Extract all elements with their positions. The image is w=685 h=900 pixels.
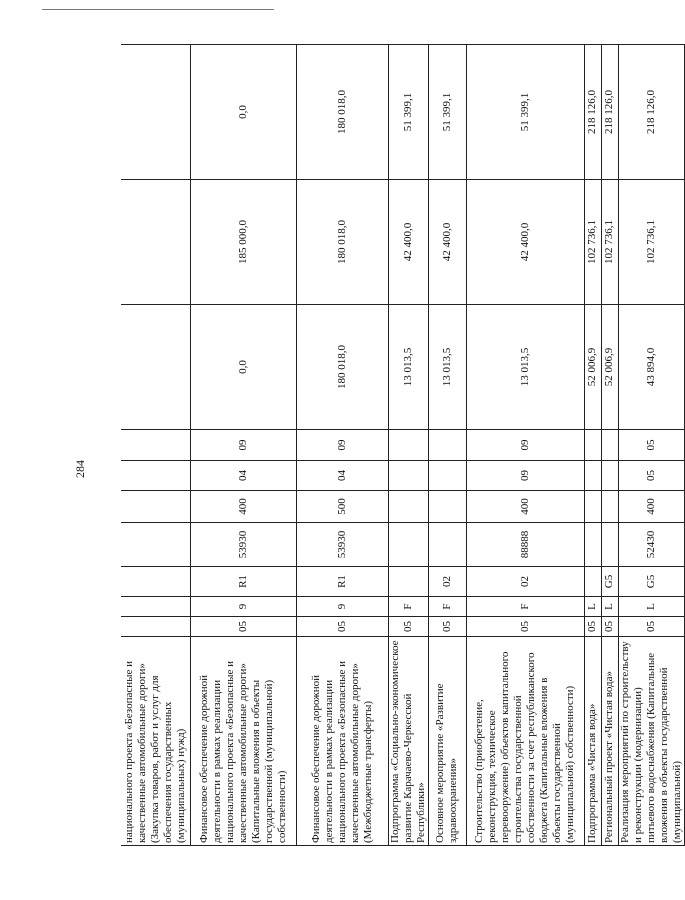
cell-amount: 51 399,1 <box>466 45 584 180</box>
cell-code: 05 <box>388 617 428 637</box>
row-name: Финансовое обеспечение дорожной деятельности в рамках реализации национального проекта «Безопасные и качественные автомобильные дороги» (Межбюджетные трансферты) <box>296 637 388 846</box>
table-row <box>466 45 584 846</box>
table-row <box>121 45 190 846</box>
cell-code <box>388 523 428 567</box>
cell-code: L <box>584 597 601 617</box>
budget-table <box>121 44 685 846</box>
cell-amount: 218 126,0 <box>618 45 684 180</box>
cell-code: G5 <box>601 567 618 597</box>
cell-amount: 218 126,0 <box>584 45 601 180</box>
cell-code <box>601 461 618 491</box>
cell-code <box>601 430 618 461</box>
cell-code <box>121 430 190 461</box>
cell-code: 53930 <box>296 523 388 567</box>
cell-code: 05 <box>190 617 296 637</box>
cell-amount <box>121 305 190 430</box>
cell-amount: 13 013,5 <box>388 305 428 430</box>
table-row <box>584 45 601 846</box>
cell-code: G5 <box>618 567 684 597</box>
cell-code: R1 <box>190 567 296 597</box>
cell-amount: 102 736,1 <box>618 180 684 305</box>
budget-table-rotated <box>121 45 683 846</box>
cell-amount: 218 126,0 <box>601 45 618 180</box>
cell-code <box>428 461 466 491</box>
cell-amount: 0,0 <box>190 305 296 430</box>
cell-amount <box>121 45 190 180</box>
page-number: 284 <box>73 460 87 478</box>
cell-code <box>428 430 466 461</box>
row-name: Основное мероприятие «Развитие здравоохранения» <box>428 637 466 846</box>
cell-amount: 43 894,0 <box>618 305 684 430</box>
cell-code: L <box>601 597 618 617</box>
cell-code: F <box>466 597 584 617</box>
cell-code: 02 <box>428 567 466 597</box>
cell-code <box>121 597 190 617</box>
row-name: Финансовое обеспечение дорожной деятельности в рамках реализации национального проекта «Безопасные и качественные автомобильные дороги» (Капитальные вложения в объекты государственной (муниципальной) собственности) <box>190 637 296 846</box>
table-row <box>190 45 296 846</box>
cell-amount: 180 018,0 <box>296 45 388 180</box>
table-row <box>601 45 618 846</box>
cell-code: 05 <box>296 617 388 637</box>
cell-code <box>601 523 618 567</box>
table-row <box>618 45 684 846</box>
cell-amount: 52 006,9 <box>584 305 601 430</box>
cell-amount: 102 736,1 <box>601 180 618 305</box>
table-row <box>296 45 388 846</box>
cell-code: 04 <box>296 461 388 491</box>
cell-code <box>601 491 618 523</box>
cell-amount: 185 000,0 <box>190 180 296 305</box>
cell-code <box>388 491 428 523</box>
cell-code: 04 <box>190 461 296 491</box>
cell-amount: 51 399,1 <box>388 45 428 180</box>
cell-code <box>584 430 601 461</box>
table-row <box>428 45 466 846</box>
cell-code: 05 <box>584 617 601 637</box>
cell-code <box>584 491 601 523</box>
cell-amount: 180 018,0 <box>296 180 388 305</box>
cell-code: 500 <box>296 491 388 523</box>
cell-amount: 13 013,5 <box>466 305 584 430</box>
cell-code: 05 <box>466 617 584 637</box>
cell-code: 02 <box>466 567 584 597</box>
cell-code <box>584 461 601 491</box>
cell-code: 05 <box>601 617 618 637</box>
row-name: Реализация мероприятий по строительству и реконструкции (модернизации) питьевого водоснабжения (Капитальные вложения в объекты государственной (муниципальной) <box>618 637 684 846</box>
table-row <box>388 45 428 846</box>
cell-code <box>388 430 428 461</box>
row-name: Подпрограмма «Чистая вода» <box>584 637 601 846</box>
cell-code: R1 <box>296 567 388 597</box>
cell-code: 09 <box>190 430 296 461</box>
cell-code: 53930 <box>190 523 296 567</box>
cell-amount: 42 400,0 <box>428 180 466 305</box>
header-rule <box>42 9 274 10</box>
cell-amount <box>121 180 190 305</box>
cell-code: 9 <box>190 597 296 617</box>
cell-code <box>121 567 190 597</box>
cell-code: 400 <box>618 491 684 523</box>
cell-code <box>428 491 466 523</box>
cell-amount: 42 400,0 <box>466 180 584 305</box>
cell-code: 400 <box>190 491 296 523</box>
cell-code <box>388 461 428 491</box>
cell-code: 09 <box>296 430 388 461</box>
cell-code: 88888 <box>466 523 584 567</box>
cell-amount: 180 018,0 <box>296 305 388 430</box>
row-name: Строительство (приобретение, реконструкция, техническое перевооружение) объектов капитального строительства государственной собственности за счет республиканского бюджета (Капитальные вложения в объекты государственной (муниципальной) собственности) <box>466 637 584 846</box>
cell-code: L <box>618 597 684 617</box>
cell-code: 09 <box>466 461 584 491</box>
cell-code: F <box>428 597 466 617</box>
cell-code: 05 <box>618 617 684 637</box>
cell-amount: 0,0 <box>190 45 296 180</box>
cell-amount: 13 013,5 <box>428 305 466 430</box>
cell-amount: 42 400,0 <box>388 180 428 305</box>
row-name: Региональный проект «Чистая вода» <box>601 637 618 846</box>
cell-amount: 51 399,1 <box>428 45 466 180</box>
row-name: национального проекта «Безопасные и качественные автомобильные дороги» (Закупка товаров, работ и услуг для обеспечения государственных (муниципальных) нужд) <box>121 637 190 846</box>
cell-code: 09 <box>466 430 584 461</box>
cell-code <box>584 567 601 597</box>
cell-code: 05 <box>428 617 466 637</box>
cell-code <box>584 523 601 567</box>
cell-code <box>121 491 190 523</box>
cell-code: 9 <box>296 597 388 617</box>
cell-code: F <box>388 597 428 617</box>
cell-amount: 102 736,1 <box>584 180 601 305</box>
row-name: Подпрограмма «Социально-экономическое развитие Карачаево-Черкесской Республики» <box>388 637 428 846</box>
cell-code: 400 <box>466 491 584 523</box>
cell-code <box>428 523 466 567</box>
cell-amount: 52 006,9 <box>601 305 618 430</box>
cell-code: 05 <box>618 461 684 491</box>
cell-code <box>121 523 190 567</box>
cell-code <box>121 461 190 491</box>
cell-code: 52430 <box>618 523 684 567</box>
cell-code <box>388 567 428 597</box>
cell-code <box>121 617 190 637</box>
cell-code: 05 <box>618 430 684 461</box>
